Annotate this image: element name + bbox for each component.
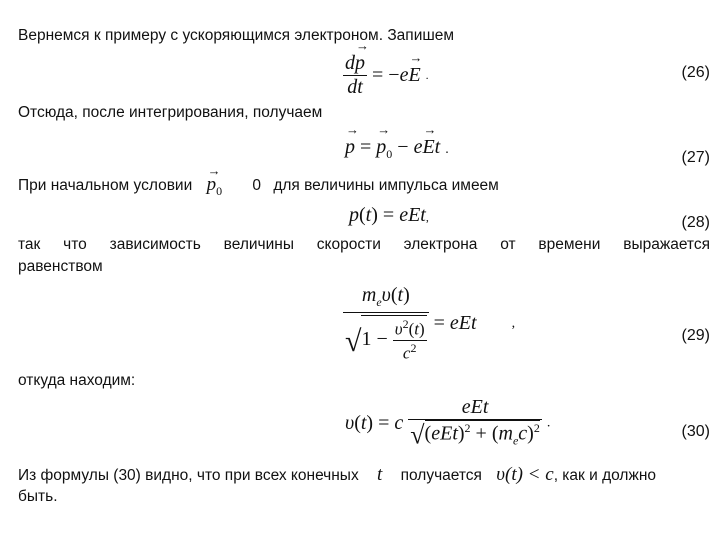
initial-condition-text: При начальном условии — [18, 177, 193, 194]
equation-number-26: (26) — [681, 64, 710, 81]
equation-28: p(t) = eEt, — [349, 204, 429, 226]
conclusion-text-2: получается — [400, 467, 482, 484]
paragraph-conclusion-end: быть. — [18, 488, 58, 505]
paragraph-initial-condition — [18, 176, 499, 200]
equation-26: $\frac{d\to p}{dt}$ = −e→ E . — [343, 52, 429, 99]
paragraph-velocity-end: равенством — [18, 258, 103, 275]
equation-number-28: (28) — [681, 214, 710, 231]
equation-number-30: (30) — [681, 423, 710, 440]
velocity-inequality: υ(t) < c — [496, 464, 554, 485]
paragraph-integration: Отсюда, после интегрирования, получаем — [18, 104, 323, 121]
equation-number-29: (29) — [681, 327, 710, 344]
paragraph-conclusion — [18, 466, 656, 485]
equation-30: υ(t) = c $\frac{\text{eEt}}{√(eEt)^2 + (m_ec)^2}$ . — [345, 396, 551, 450]
equation-29: $m_e\upsilon(t)$ √1 − $\frac{\upsilon^2(t)}{c^2}$ = eEt , — [345, 284, 516, 363]
paragraph-intro: Вернемся к примеру с ускоряющимся электроном. Запишем — [18, 27, 455, 44]
conclusion-text-3: , как и должно — [553, 467, 657, 484]
paragraph-find: откуда находим: — [18, 372, 136, 389]
impulse-text: для величины импульса имеем — [273, 177, 499, 194]
p0-symbol: → $p_0$ — [207, 174, 223, 195]
zero-value: 0 — [252, 177, 261, 194]
t-symbol: t — [377, 464, 383, 485]
equation-number-27: (27) — [681, 149, 710, 166]
paragraph-velocity: так что зависимость величины скорости электрона от времени выражается — [18, 236, 710, 253]
equation-27: → p = → $p_0 - e\to Et$ . — [345, 136, 449, 162]
conclusion-text-1: Из формулы (30) видно, что при всех конечных — [18, 467, 359, 484]
